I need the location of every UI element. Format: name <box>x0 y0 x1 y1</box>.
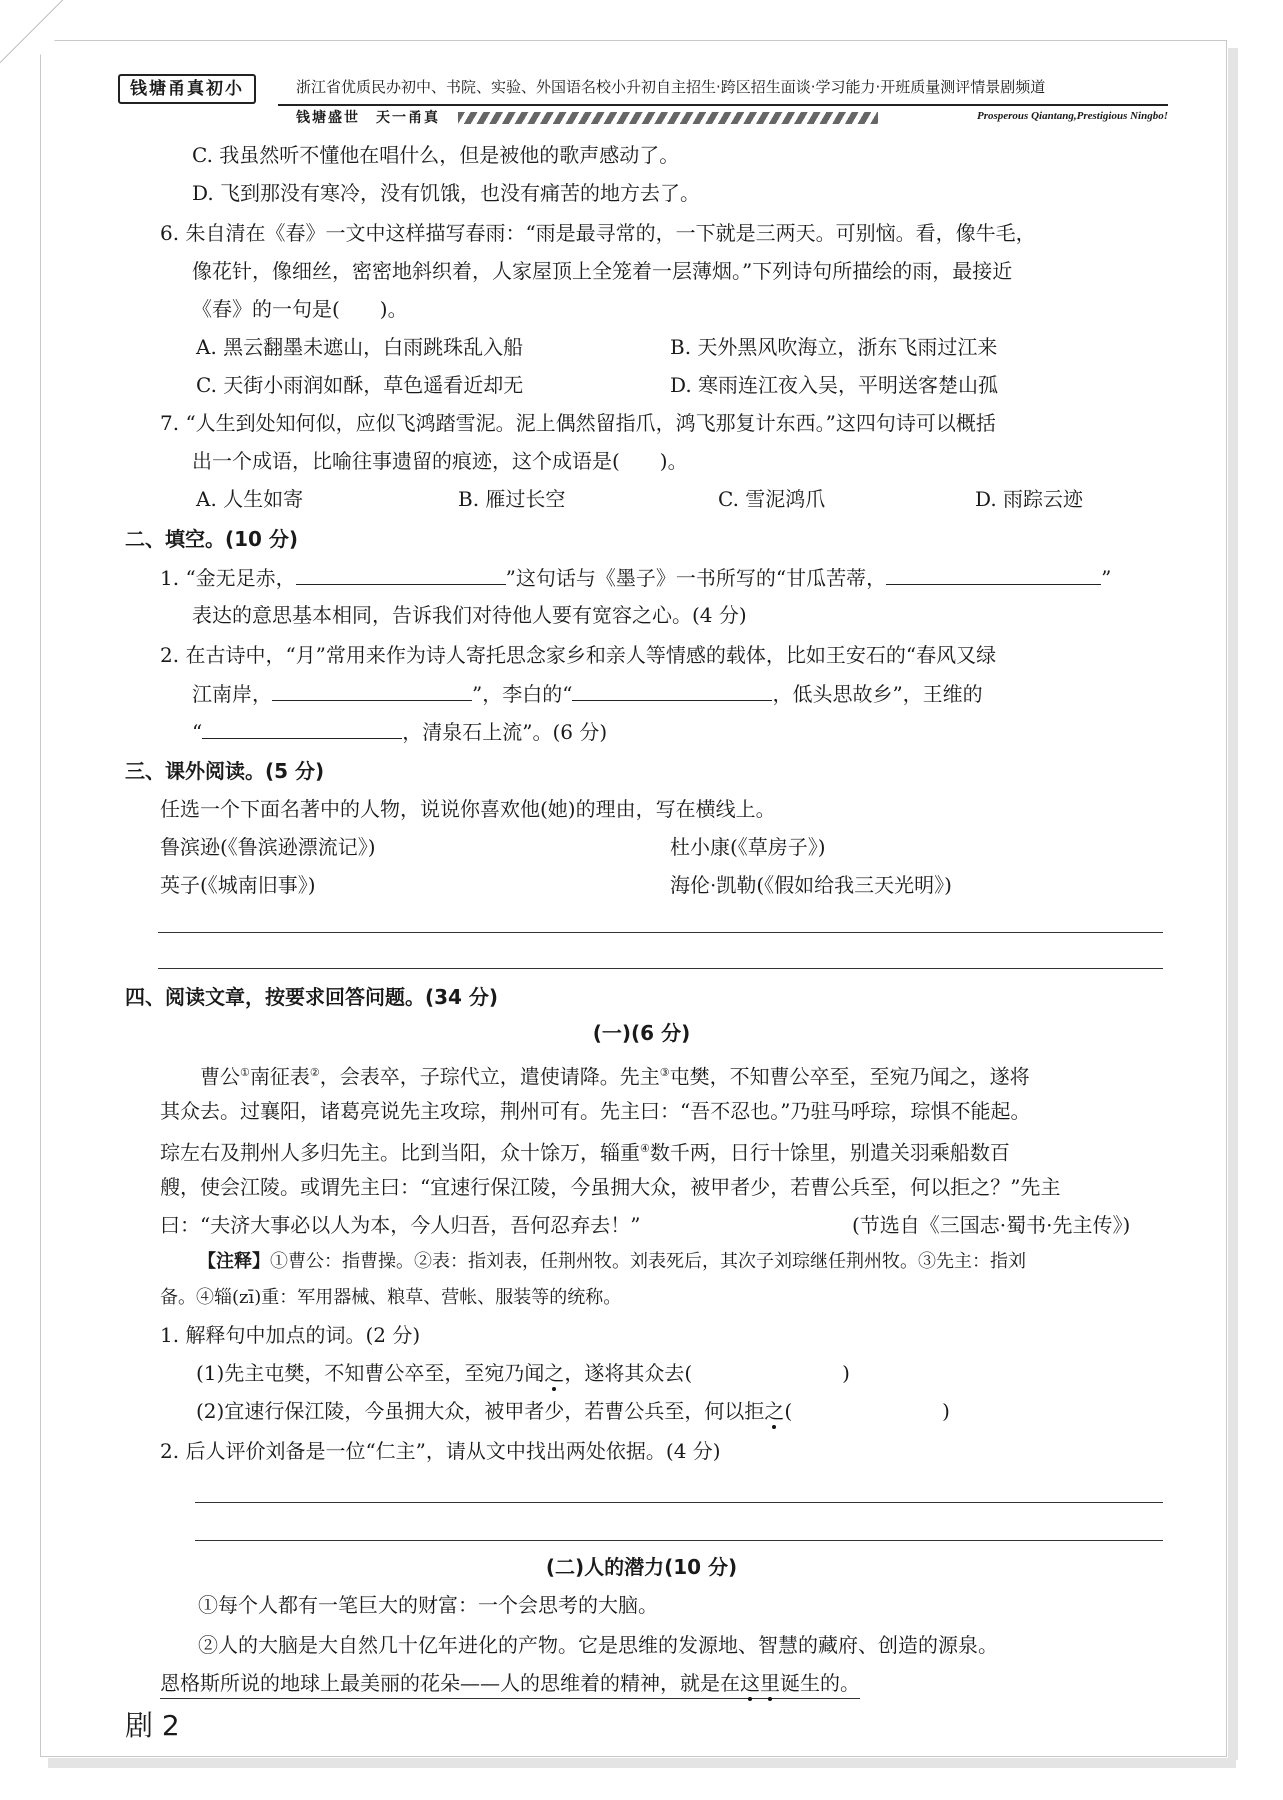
header-slogan-en: Prosperous Qiantang,Prestigious Ningbo! <box>976 110 1168 122</box>
s2-q1-text-c: ” <box>1101 566 1112 590</box>
q7-option-a: A. 人生如寄 <box>196 487 304 511</box>
s4-q1-2-text-a: (2)宜速行保江陵，今虽拥大众，被甲者少，若曹公兵至，何以拒 <box>196 1399 765 1423</box>
page-number: 剧 2 <box>125 1709 180 1742</box>
s4-note-line1 <box>198 1248 1026 1276</box>
note-text-1: ①曹公：指曹操。②表：指刘表，任荆州牧。刘表死后，其次子刘琮继任荆州牧。③先主：指刘 <box>270 1251 1026 1272</box>
s4-q1-2-text-b: ( <box>784 1399 793 1423</box>
page-header <box>118 74 1168 132</box>
s3-prompt: 任选一个下面名著中的人物，说说你喜欢他(她)的理由，写在横线上。 <box>160 797 776 821</box>
s3-choice-1: 鲁滨逊(《鲁滨逊漂流记》) <box>160 835 376 859</box>
s4-p2-text-b: 诞生的。 <box>780 1671 860 1695</box>
q6-stem-line2: 像花针，像细丝，密密地斜织着，人家屋顶上全笼着一层薄烟。”下列诗句所描绘的雨，最接近 <box>192 259 1013 283</box>
s4-q2: 2. 后人评价刘备是一位“仁主”，请从文中找出两处依据。(4 分) <box>160 1439 721 1463</box>
dotted-word: 这 <box>740 1671 760 1695</box>
q5-option-d: D. 飞到那没有寒冷，没有饥饿，也没有痛苦的地方去了。 <box>192 181 701 205</box>
s4-p1-line1 <box>200 1058 1030 1092</box>
s4-p1-line2: 其众去。过襄阳，诸葛亮说先主攻琮，荆州可有。先主曰：“吾不忍也。”乃驻马呼琮，琮惧不能起。 <box>160 1099 1031 1123</box>
footnote-mark-1: ① <box>240 1066 250 1079</box>
s4-p1-source: (节选自《三国志·蜀书·先主传》) <box>852 1213 1131 1237</box>
header-stripes <box>458 112 878 124</box>
s4-q1-1-text-a: (1)先主屯樊，不知曹公卒至，至宛乃闻 <box>196 1361 545 1385</box>
q6-option-b: B. 天外黑风吹海立，浙东飞雨过江来 <box>670 335 998 359</box>
s4-q1-1-text-c: ) <box>842 1361 850 1385</box>
dotted-word: 里 <box>760 1671 780 1695</box>
q6-stem-line1: 6. 朱自清在《春》一文中这样描写春雨：“雨是最寻常的，一下就是三两天。可别恼。看，像牛毛， <box>160 221 1036 245</box>
s4-q2-answer-line-1[interactable] <box>195 1502 1163 1503</box>
s3-answer-line-2[interactable] <box>158 968 1163 969</box>
q7-stem-line1: 7. “人生到处知何似，应似飞鸿踏雪泥。泥上偶然留指爪，鸿飞那复计东西。”这四句诗可以概括 <box>160 411 996 435</box>
s4-part2-title: (二)人的潜力(10 分) <box>545 1555 738 1579</box>
q7-stem-line2: 出一个成语，比喻往事遗留的痕迹，这个成语是( )。 <box>192 449 688 473</box>
s2-q1-blank-1[interactable] <box>296 562 506 585</box>
s2-q2-blank-1[interactable] <box>272 678 472 701</box>
s4-p2-para2: ②人的大脑是大自然几十亿年进化的产物。它是思维的发源地、智慧的藏府、创造的源泉。 <box>198 1633 998 1657</box>
header-rule <box>278 104 1168 106</box>
s2-q2-blank-2[interactable] <box>572 678 772 701</box>
s4-note-line2: 备。④辎(zī)重：军用器械、粮草、营帐、服装等的统称。 <box>160 1287 622 1308</box>
s4-p1-line4: 艘，使会江陵。或谓先主曰：“宜速行保江陵，今虽拥大众，被甲者少，若曹公兵至，何以拒之？”先主 <box>160 1175 1061 1199</box>
s2-q1-line2: 表达的意思基本相同，告诉我们对待他人要有宽容之心。(4 分) <box>192 603 747 627</box>
s2-q2-line2 <box>192 678 983 709</box>
q6-option-c: C. 天街小雨润如酥，草色遥看近却无 <box>196 373 524 397</box>
s4-p1-line3 <box>160 1134 1010 1168</box>
dotted-word: 之 <box>764 1399 785 1423</box>
q6-option-d: D. 寒雨连江夜入吴，平明送客楚山孤 <box>670 373 999 397</box>
s4-p2-text-a: 恩格斯所说的地球上最美丽的花朵——人的思维着的精神，就是在 <box>160 1671 740 1695</box>
s2-q2-line1: 2. 在古诗中，“月”常用来作为诗人寄托思念家乡和亲人等情感的载体，比如王安石的“春风又绿 <box>160 643 997 667</box>
footnote-mark-4: ④ <box>640 1142 650 1155</box>
s4-p1-seg-1a: 曹公 <box>200 1064 240 1089</box>
s2-q1-blank-2[interactable] <box>886 562 1101 585</box>
section3-heading: 三、课外阅读。(5 分) <box>125 759 325 783</box>
s2-q2-line3 <box>192 716 607 747</box>
page-shadow-right <box>1228 48 1238 1760</box>
q6-stem-line3: 《春》的一句是( )。 <box>192 297 408 321</box>
dotted-word: 之 <box>544 1361 565 1385</box>
s4-p1-seg-1b: 南征表 <box>249 1064 310 1089</box>
s2-q1-text-b: ”这句话与《墨子》一书所写的“甘瓜苦蒂， <box>505 566 887 590</box>
header-slogan: 钱塘盛世 天一甬真 <box>296 110 440 126</box>
s4-q2-answer-line-2[interactable] <box>195 1540 1163 1541</box>
s4-p1-seg-1d: 屯樊，不知曹公卒至，至宛乃闻之，遂将 <box>669 1064 1030 1089</box>
s4-p1-line5: 曰：“夫济大事必以人为本，今人归吾，吾何忍弃去！” <box>160 1213 641 1237</box>
s2-q1-line1 <box>160 562 1111 593</box>
s3-choice-2: 杜小康(《草房子》) <box>670 835 826 859</box>
s4-q1: 1. 解释句中加点的词。(2 分) <box>160 1323 421 1347</box>
s3-answer-line-1[interactable] <box>158 932 1163 933</box>
s4-p1-seg-1c: ，会表卒，子琮代立，遣使请降。先主 <box>319 1064 660 1089</box>
s4-q1-2 <box>196 1396 950 1426</box>
footnote-mark-3: ③ <box>659 1066 670 1079</box>
s4-part1-title: (一)(6 分) <box>592 1021 691 1045</box>
s2-q2-text-c: ，低头思故乡”，王维的 <box>772 682 983 706</box>
s4-p2-para1: ①每个人都有一笔巨大的财富：一个会思考的大脑。 <box>198 1593 658 1617</box>
footnote-mark-2: ② <box>309 1066 320 1079</box>
s4-p1-seg-3a: 琮左右及荆州人多归先主。比到当阳，众十馀万，辎重 <box>160 1140 640 1165</box>
s4-q1-1 <box>196 1358 850 1388</box>
s2-q2-text-a: 江南岸， <box>192 682 272 706</box>
q7-option-b: B. 雁过长空 <box>458 487 566 511</box>
s3-choice-3: 英子(《城南旧事》) <box>160 873 316 897</box>
q5-option-c: C. 我虽然听不懂他在唱什么，但是被他的歌声感动了。 <box>192 143 680 167</box>
q7-option-d: D. 雨踪云迹 <box>975 487 1084 511</box>
s2-q2-text-d: “ <box>192 720 203 744</box>
header-description: 浙江省优质民办初中、书院、实验、外国语名校小升初自主招生·跨区招生面谈·学习能力·开班质量测评情景剧频道 <box>296 78 1046 96</box>
s2-q1-text-a: 1. “金无足赤， <box>160 566 296 590</box>
q6-option-a: A. 黑云翻墨未遮山，白雨跳珠乱入船 <box>196 335 524 359</box>
s3-choice-4: 海伦·凯勒(《假如给我三天光明》) <box>670 873 952 897</box>
s2-q2-text-e: ，清泉石上流”。(6 分) <box>402 720 608 744</box>
q7-option-c: C. 雪泥鸿爪 <box>718 487 826 511</box>
s4-q1-1-text-b: ，遂将其众去( <box>564 1361 693 1385</box>
s4-p1-seg-3b: 数千两，日行十馀里，别遣关羽乘船数百 <box>649 1140 1010 1165</box>
s4-p2-para2-cont <box>160 1668 860 1699</box>
s4-q1-2-text-c: ) <box>942 1399 950 1423</box>
s2-q2-blank-3[interactable] <box>202 716 402 739</box>
s2-q2-text-b: ”，李白的“ <box>472 682 573 706</box>
page-shadow-bottom <box>48 1758 1236 1768</box>
note-label: 【注释】 <box>198 1251 270 1272</box>
section2-heading: 二、填空。(10 分) <box>125 527 299 551</box>
brand-logo: 钱塘甬真初小 <box>118 74 256 104</box>
section4-heading: 四、阅读文章，按要求回答问题。(34 分) <box>125 985 499 1009</box>
